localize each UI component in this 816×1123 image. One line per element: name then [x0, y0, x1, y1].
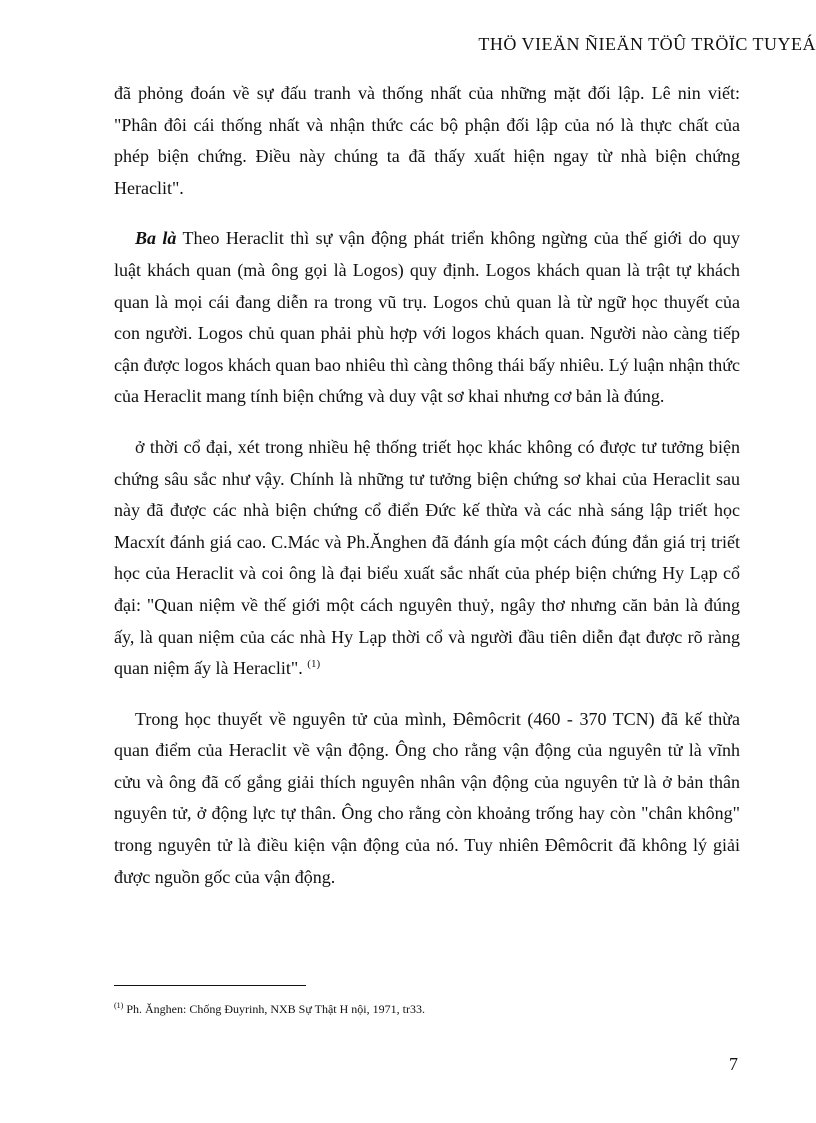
running-header: THÖ VIEÄN ÑIEÄN TÖÛ TRÖÏC TUYEÁ [478, 34, 816, 54]
paragraph-1-text: đã phỏng đoán về sự đấu tranh và thống nhất của những mặt đối lập. Lê nin viết: "Phân đôi cái thống nhất và nhận thức các bộ phận đối lập của nó là thực chất của phép biện chứng. Điều này chúng ta đã thấy xuất hiện ngay từ nhà biện chứng Heraclit". [114, 83, 740, 198]
paragraph-4 [114, 704, 740, 894]
footnote-reference[interactable]: (1) [307, 658, 321, 671]
footnote-text: Ph. Ănghen: Chống Đuyrinh, NXB Sự Thật H nội, 1971, tr33. [123, 1002, 425, 1016]
footnote-mark: (1) [114, 1001, 124, 1010]
footnote [114, 1002, 425, 1017]
footnote-separator [114, 985, 306, 986]
paragraph-3-text: ở thời cổ đại, xét trong nhiều hệ thống triết học khác không có được tư tưởng biện chứng sâu sắc như vậy. Chính là những tư tưởng biện chứng sơ khai của Heraclit sau này đã được các nhà biện chứng cổ điển Đức kế thừa và các nhà sáng lập triết học Macxít đánh giá cao. C.Mác và Ph.Ănghen đã đánh gía một cách đúng đắn giá trị triết học của Heraclit và coi ông là đại biểu xuất sắc nhất của phép biện chứng Hy Lạp cổ đại: "Quan niệm về thế giới một cách nguyên thuỷ, ngây thơ nhưng căn bản là đúng ấy, là quan niệm của các nhà Hy Lạp thời cổ và người đầu tiên diễn đạt được rõ ràng quan niệm ấy là Heraclit". [114, 436, 740, 679]
paragraph-2-text: Theo Heraclit thì sự vận động phát triển không ngừng của thế giới do quy luật khách quan (mà ông gọi là Logos) quy định. Logos khách quan là trật tự khách quan là mọi cái đang diễn ra trong vũ trụ. Logos chủ quan là từ ngữ học thuyết của con người. Logos chủ quan phải phù hợp với logos khách quan. Người nào càng tiếp cận được logos khách quan bao nhiêu thì càng thông thái bấy nhiêu. Lý luận nhận thức của Heraclit mang tính biện chứng và duy vật sơ khai nhưng cơ bản là đúng. [114, 228, 740, 407]
page-number: 7 [729, 1054, 738, 1074]
paragraph-4-text: Trong học thuyết về nguyên tử của mình, Đêmôcrit (460 - 370 TCN) đã kế thừa quan điểm của Heraclit về vận động. Ông cho rằng vận động của nguyên tử là vĩnh cửu và ông đã cố gắng giải thích nguyên nhân vận động của nguyên tử là ở bản thân nguyên tử, ở động lực tự thân. Ông cho rằng còn khoảng trống hay còn "chân không" trong nguyên tử là điều kiện vận động của nó. Tuy nhiên Đêmôcrit đã không lý giải được nguồn gốc của vận động. [114, 708, 740, 887]
body-text [114, 78, 740, 893]
paragraph-2-lead: Ba là [135, 228, 177, 249]
paragraph-3 [114, 432, 740, 685]
paragraph-1 [114, 78, 740, 204]
paragraph-2 [114, 223, 740, 413]
